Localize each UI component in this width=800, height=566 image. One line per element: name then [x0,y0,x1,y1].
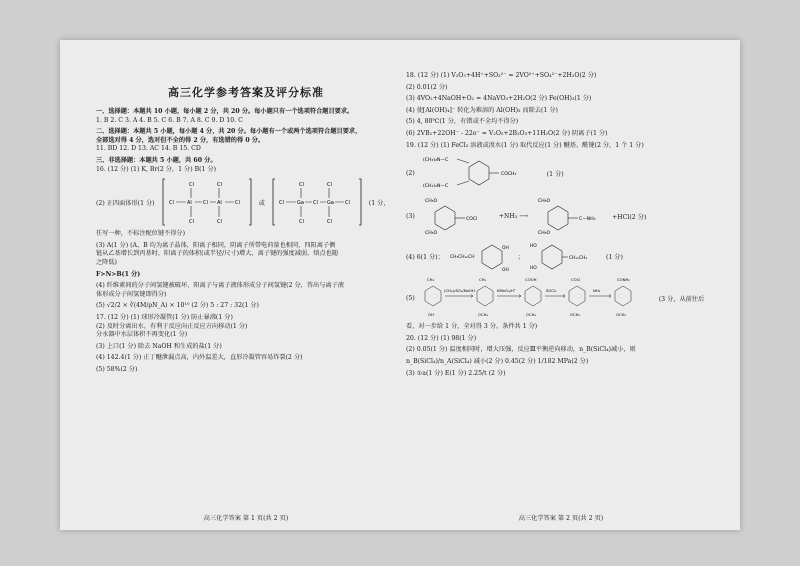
methoxy-group: CH₃O [538,199,551,205]
q17-part1: 17. (12 分) (1) 球形冷凝管(1 分) 防止暴沸(1 分) [96,313,233,321]
reagent-label: KMnO₄/H⁺ [496,288,516,294]
acyl-chloride-structure [421,196,493,236]
q17-part3: (3) 上口(1 分) 除去 NaOH 和生成的盐(1 分) [96,342,222,350]
page-footer: 高三化学答案 第 1 页(共 2 页) [203,515,289,522]
acyl-chloride-group: COCl [465,217,478,223]
atom-cl: Cl [188,182,194,189]
atom-cl: Cl [278,200,284,207]
ga2cl7-structure [271,177,363,227]
methoxy-group: OCH₃ [525,312,536,318]
isomer-2-structure [530,239,600,273]
page-1 [96,40,396,530]
q19-part3-plus: +NH₃ ⟶ [498,212,529,220]
acetyl-group: COCH₃ [500,172,517,178]
atom-cl: Cl [312,200,318,207]
q17-part4: (4) 142.4(1 分) 正丁醚泄漏点高，内外温差大，直形冷凝管容易炸裂(2 分) [96,354,303,362]
q16-part3-d: F>N>B(1 分) [96,270,141,278]
q16-part3-b: 链从乙基增长到丙基时，阳离子的体积(或半径/尺寸)增大，离子键的强度减弱，熔点也随 [96,250,339,258]
q20-part1: 20. (12 分) (1) 98(1 分) [406,334,477,342]
q19-part2-structure [421,153,541,193]
page-2 [406,40,716,530]
q19-part5-score: (3 分，从前往后 [658,295,705,303]
hydroxyl-group: OH [501,246,509,252]
methoxy-group: OCH₃ [615,312,626,318]
q19-part4-row [406,239,716,273]
q19-part1: 19. (12 分) (1) FeCl₃ 溶液或溴水(1 分) 取代反应(1 分) 醚基、酰键(2 分，1 个 1 分) [406,141,644,149]
hydroxyl-group: OH [501,268,509,274]
q19-part3-row [406,196,716,236]
q18-part2: (2) 0.01(2 分) [406,83,448,91]
methoxy-group: CH₃O [424,199,437,205]
methoxy-group: OCH₃ [569,312,580,318]
atom-cl: Cl [326,219,332,226]
q16-part4-b: 体形成分子间氢键即得分) [96,290,167,298]
atom-al: Al [216,200,222,207]
atom-cl: Cl [344,200,350,207]
carbamate-group: (CH₃)₂N—C [422,158,448,164]
answer-sheet [60,40,740,530]
q16-part3-a: (3) A(1 分) (A、B 均为离子晶体，阳离子相同，阴离子所带电荷量也相同，四阳离子侧 [96,241,336,249]
q19-part2-score: (1 分) [546,170,564,178]
al2cl7-structure [161,177,253,227]
hydroxyl-group: HO [529,266,537,272]
q16-part5: (5) √2/2 × ∛(4M/ρN_A) × 10¹⁰ (2 分) 5 : 27 : 32(1 分) [96,302,259,310]
atom-ga: Ga [326,200,334,207]
atom-cl: Cl [168,200,174,207]
atom-cl: Cl [234,200,240,207]
atom-cl: Cl [298,219,304,226]
q17-part5: (5) 58%(2 分) [96,365,138,373]
vinyl-group: CH=CH₂ [568,256,588,262]
synthesis-route-structure [421,276,653,320]
q19-part2-row [406,153,716,193]
amide-group: CONH₂ [616,277,630,283]
q17-part2-a: (2) 及时分离出水，有利于反应向正反应方向移动(1 分) [96,322,248,330]
atom-cl: Cl [216,182,222,189]
q19-part3-lead: (3) [406,212,415,220]
methyl-group: CH₃ [426,277,434,283]
q16-part2-note: 任写一种，不标注配位键不得分) [96,230,186,238]
section-2-header-cont: 全部选对得 4 分，选对但不全的得 2 分，有选错的得 0 分。 [96,136,265,144]
methoxy-group: CH₃O [424,231,437,237]
q18-part3: (3) 4VO₂+4NaOH+O₂ = 4NaVO₃+2H₂O(2 分) Fe(OH)₃(1 分) [406,95,592,103]
methoxy-group: OCH₃ [477,312,488,318]
page-title: 高三化学参考答案及评分标准 [168,86,324,99]
section-1-answers: 1. B 2. C 3. A 4. B 5. C 6. B 7. A 8. C 9. D 10. C [96,116,243,124]
q19-part2-lead: (2) [406,169,415,177]
atom-cl: Cl [326,182,332,189]
q16-part4-a: (4) 纤维素间的分子间氢键被破坏，阳离子与离子液体形成分子间氢键(2 分，答出与离子液 [96,282,344,290]
q16-part2-lead: (2) 正四面体形(1 分) [96,199,155,207]
q16-part2-score: (1 分， [368,199,390,207]
q20-part2: (2) 0.05(1 分) 温度相同时，增大压强，反应Ⅲ平衡逆向移动，n_B(SiCl₄)减小，则 [406,346,636,354]
q19-part4-semicolon: ； [517,253,524,261]
q19-part5-note: 看，对一步给 1 分，全对得 3 分，条件共 1 分) [406,323,538,331]
q18-part6: (6) 2VB₂+22OH⁻ - 22e⁻ = V₂O₅+2B₂O₃+11H₂O(2 分) 阴离子(1 分) [406,129,608,137]
amide-group: C—NH₂ [579,217,596,223]
q19-part3-tail: +HCl(2 分) [612,213,647,221]
q19-part4-score: (1 分) [605,253,623,261]
atom-ga: Ga [296,200,304,207]
q18-part1: 18. (12 分) (1) V₂O₃+4H⁺+SO₃²⁻ = 2VO²⁺+SO₄²⁻+2H₂O(2 分) [406,72,597,79]
carbamate-group: (CH₃)₂N—C [422,184,448,190]
reagent-label: SOCl₂ [545,288,557,294]
section-2-header: 二、选择题：本题共 5 小题，每小题 4 分，共 20 分。每小题有一个或两个选项符合题目要求， [96,128,362,136]
amide-structure [534,196,606,236]
section-3-header: 三、非选择题：本题共 5 小题，共 60 分。 [96,156,217,164]
q16-part1: 16. (12 分) (1) K, Br(2 分，1 分) B(1 分) [96,165,217,173]
reagent-label: NH₃ [592,288,600,294]
q18-part4: (4) 使[Al(OH)₄]⁻ 转化为难溶的 Al(OH)₃ 而除去(1 分) [406,106,558,114]
q19-part5-row [406,276,716,320]
q20-part2-b: n_B(SiCl₄)/n_A(SiCl₄) 减小(2 分) 0.45(2 分) 1/182 MPa(2 分) [406,357,589,365]
q20-part3: (3) ①a(1 分) E(1 分) 2.25/t (2 分) [406,369,506,377]
q19-part5-lead: (5) [406,294,415,302]
isomer-1-structure [450,239,512,273]
hydroxyl-group: OH [427,312,434,318]
atom-cl: Cl [202,200,208,207]
hydroxyl-group: HO [529,244,537,250]
methyl-group: CH₃ [478,277,486,283]
q16-part3-c: 之降低) [96,258,117,266]
acyl-chloride-group: COCl [570,277,581,283]
page-footer: 高三化学答案 第 2 页(共 2 页) [518,515,604,522]
section-2-answers: 11. BD 12. D 13. AC 14. B 15. CD [96,145,201,153]
q16-part2-row [96,177,396,227]
methoxy-group: CH₃O [538,231,551,237]
propenyl-group: CH₃CH=CH [449,255,475,261]
atom-al: Al [186,200,192,207]
atom-cl: Cl [216,219,222,226]
or-label: 或 [258,199,265,207]
atom-cl: Cl [188,219,194,226]
section-1-header: 一、选择题：本题共 10 小题，每小题 2 分，共 20 分。每小题只有一个选项符合题目要求。 [96,108,354,115]
q17-part2-b: 分水器中水层体积不再变化(1 分) [96,331,188,339]
q18-part5: (5) 4, 80℃(1 分，有错或不全均不得分) [406,118,519,126]
reagent-label: (CH₃)₂SO₄/NaOH [443,288,475,294]
carboxyl-group: COOH [524,277,537,283]
q19-part4-lead: (4) 6(1 分)； [406,253,444,261]
atom-cl: Cl [298,182,304,189]
